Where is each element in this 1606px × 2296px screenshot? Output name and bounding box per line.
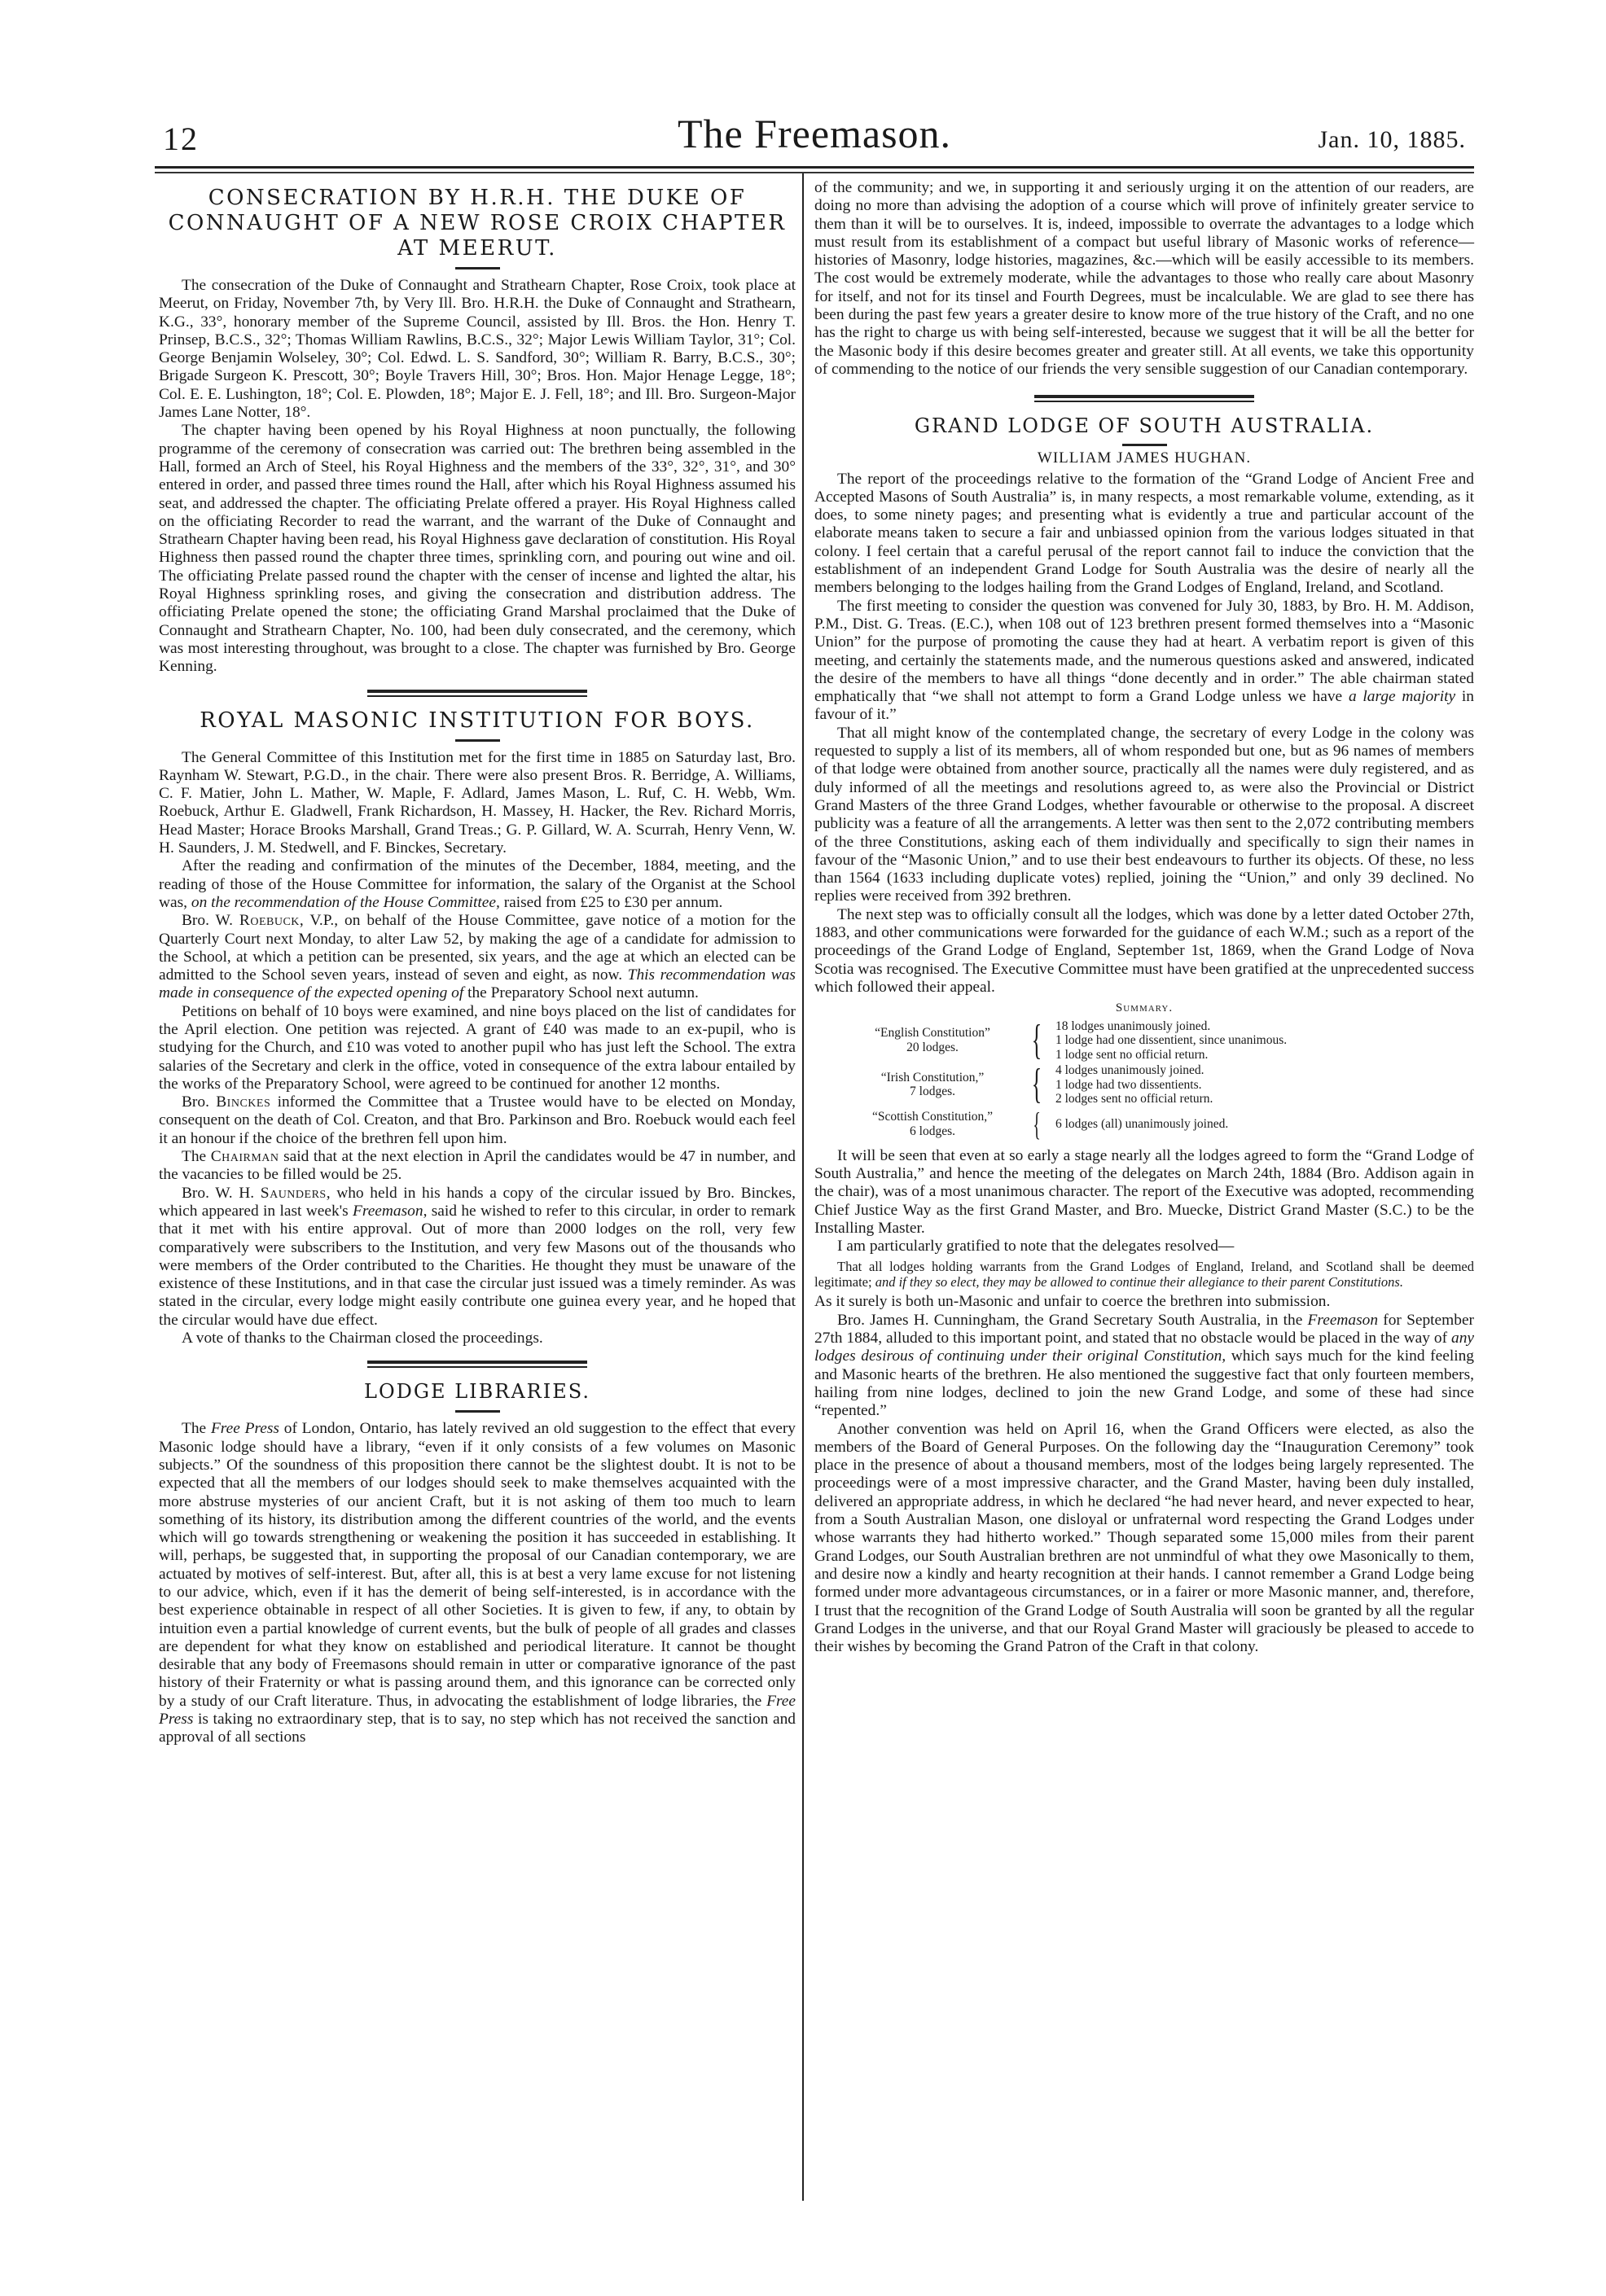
section-divider [367, 690, 587, 697]
headline-rule [1122, 444, 1167, 446]
article-headline: LODGE LIBRARIES. [364, 1380, 590, 1404]
article-paragraph: The first meeting to consider the question was convened for July 30, 1883, by Bro. H. M. Addison, P.M., Dist. G. Treas. (E.C.), when 108 out of 123 brethren present formed themselves into a “Masonic Union” for the purpose of promoting the cause they had at heart. A verbatim report is given of this meeting, and certainly the statements made, and the numerous questions asked and answered, indicated the desire of the members to have all things “done decently and in order.” The able chairman stated emphatically that “we shall not attempt to form a Grand Lodge unless we have a large majority in favour of it.” [814, 597, 1474, 724]
right-column [814, 179, 1474, 1656]
article-paragraph: Petitions on behalf of 10 boys were examined, and nine boys placed on the list of candidates for the April election. One petition was rejected. A grant of £40 was made to an ex-pupil, who is studying for the Church, and £10 was voted to another pupil who has just left the School. The extra salaries of the Secretary and clerk in the office, voted in consequence of the extra labour entailed by the works of the Preparatory School, were agreed to be continued for another 12 months. [159, 1002, 796, 1093]
article-paragraph: The next step was to officially consult all the lodges, which was done by a letter dated October 27th, 1883, and other communications were forwarded for the guidance of each W.M.; such as a report of the proceedings of the Grand Lodge of England, September 1st, 1869, when the Grand Lodge of Nova Scotia was recognised. The Executive Committee must have been gratified at the unprecedented success which followed their appeal. [814, 905, 1474, 996]
article-headline: GRAND LODGE OF SOUTH AUSTRALIA. [914, 414, 1375, 438]
masthead [155, 110, 1474, 167]
article-paragraph: Another convention was held on April 16, when the Grand Officers were elected, as also the members of the Board of General Purposes. On the following day the “Inauguration Ceremony” took place in the presence of about a thousand members, most of the lodges being largely represented. The proceedings were of a most impressive character, and the Grand Master, having been duly installed, delivered an appropriate address, in which he declared “he had never heard, and never expected to hear, from a South Australian Mason, one disloyal or unfraternal word respecting the Grand Lodges under whose warrants they had hitherto worked.” Though separated some 15,000 miles from their parent Grand Lodges, our South Australian brethren are not unmindful of what they owe Masonically to them, and desire now a kindly and hearty recognition at their hands. I cannot remember a Grand Lodge being formed under more advantageous circumstances, or in a fairer or more Masonic manner, and, therefore, I trust that the recognition of the Grand Lodge of South Australia will soon be granted by all the regular Grand Lodges in the universe, and that our Royal Grand Master will graciously be pleased to accede to their wishes by becoming the Grand Patron of the Craft in that colony. [814, 1420, 1474, 1656]
brace-icon: { [1031, 1061, 1042, 1108]
lodge-count: 7 lodges. [910, 1084, 955, 1099]
article-headline: CONSECRATION BY H.R.H. THE DUKE OF CONNAUGHT OF A NEW ROSE CROIX CHAPTER AT MEERUT. [168, 186, 787, 261]
article-paragraph: Bro. James H. Cunningham, the Grand Secretary South Australia, in the Freemason for September 27th 1884, alluded to this important point, and stated that no obstacle would be placed in the way of any lodges desirous of continuing under their original Constitution, which says much for the kind feeling and Masonic hearts of the brethren. He also mentioned the suggestive fact that only fourteen members, hailing from nine lodges, declined to join the new Grand Lodge, and some of these had since “repented.” [814, 1311, 1475, 1420]
article-paragraph: After the reading and confirmation of the minutes of the December, 1884, meeting, and the reading of those of the House Committee for information, the salary of the Organist at the School was, on the recommendation of the House Committee, raised from £25 to £30 per annum. [159, 857, 796, 911]
summary-row-irish [814, 1063, 1474, 1106]
article-paragraph: The report of the proceedings relative to the formation of the “Grand Lodge of Ancient Free and Accepted Masons of South Australia” is, in many respects, a most remarkable volume, extending, as it does, to some ninety pages; and presenting what is evidently a true and particular account of the elaborate means taken to secure a fair and unbiassed opinion from the various lodges situated in that colony. I feel certain that a careful perusal of the report cannot fail to induce the conviction that the establishment of an independent Grand Lodge for South Australia was the desire of nearly all the members belonging to the lodges hailing from the Grand Lodges of England, Ireland, and Scotland. [814, 470, 1474, 597]
column-divider [802, 173, 804, 2201]
article-paragraph: I am particularly gratified to note that the delegates resolved— [837, 1238, 1235, 1255]
headline-rule [455, 1410, 500, 1413]
person-name: Binckes [216, 1093, 271, 1111]
masthead-rule-secondary [155, 172, 1474, 173]
section-divider [1034, 395, 1254, 402]
resolution-quote: That all lodges holding warrants from the Grand Lodges of England, Ireland, and Scotland shall be deemed legitimate; and if they so elect, they may be allowed to continue their allegiance to their parent Constitutions. [814, 1259, 1474, 1290]
article-paragraph: As it surely is both un-Masonic and unfair to coerce the brethren into submission. [814, 1293, 1331, 1311]
summary-row-scottish [814, 1105, 1474, 1142]
article-grand-lodge-south-australia [814, 414, 1474, 1656]
article-paragraph: That all might know of the contemplated change, the secretary of every Lodge in the colony was requested to supply a list of its members, all of whom responded but one, but as 96 names of members of that lodge were obtained from another source, practically all the names were duly registered, and as duly informed of all the meetings and resolutions agreed to, as were also the Provincial or District Grand Masters of the three Grand Lodges, whether favourable or otherwise to the proposal. A discreet publicity was a feature of all the arrangements. A letter was then sent to the 2,072 contributing members of the three Constitutions, asking each of them individually and specifically to sign their names in favour of the “Masonic Union,” and to use their best endeavours to further its objects. Of these, no less than 1564 (1633 including duplicate votes) replied, joining the “Union,” and only 39 declined. No replies were received from 392 brethren. [814, 724, 1474, 905]
summary-table [814, 1001, 1474, 1141]
summary-item: 2 lodges sent no official return. [1055, 1092, 1213, 1106]
summary-item: 1 lodge sent no official return. [1055, 1047, 1209, 1062]
issue-date: Jan. 10, 1885. [1318, 126, 1466, 153]
article-paragraph: A vote of thanks to the Chairman closed the proceedings. [182, 1330, 543, 1347]
summary-item: 4 lodges unanimously joined. [1055, 1063, 1204, 1078]
page-number: 12 [163, 120, 199, 157]
article-consecration [159, 186, 796, 677]
constitution-label: “Scottish Constitution,” [871, 1110, 994, 1124]
constitution-label: “English Constitution” [875, 1026, 990, 1041]
article-headline: ROYAL MASONIC INSTITUTION FOR BOYS. [200, 708, 755, 733]
summary-item: 1 lodge had one dissentient, since unanimous. [1055, 1033, 1288, 1048]
brace-icon: { [1033, 1105, 1041, 1142]
article-paragraph: Bro. W. Roebuck, V.P., on behalf of the House Committee, gave notice of a motion for the Quarterly Court next Monday, to alter Law 52, by making the age of a candidate for admission to the School, at which a petition can be presented, six years, and the age at which an elected can be admitted to the School seven years, instead of seven and eight, as now. This recommendation was made in consequence of the expected opening of the Preparatory School next autumn. [159, 912, 796, 1002]
article-paragraph: Bro. Binckes informed the Committee that a Trustee would have to be elected on Monday, consequent on the death of Col. Creaton, and that Bro. Parkinson and Bro. Roebuck would each feel it an honour if the choice of the brethren fell upon him. [159, 1093, 796, 1147]
person-name: Chairman [210, 1148, 279, 1166]
article-paragraph: It will be seen that even at so early a stage nearly all the lodges agreed to form the “Grand Lodge of South Australia,” and hence the meeting of the delegates on March 24th, 1884 (Bro. Addison again in the chair), was of a most unanimous character. The report of the Executive was adopted, recommending Chief Justice Way as the first Grand Master, and Bro. Muecke, District Grand Master (S.C.) to be the Installing Master. [814, 1146, 1474, 1237]
article-lodge-libraries [159, 1379, 796, 1746]
newspaper-title: The Freemason. [677, 111, 952, 156]
lodge-count: 6 lodges. [910, 1124, 955, 1138]
article-paragraph: The Chairman said that at the next election in April the candidates would be 47 in number, and the vacancies to be filled would be 25. [159, 1148, 796, 1184]
article-boys-institution [159, 708, 796, 1348]
lodge-count: 20 lodges. [906, 1040, 959, 1054]
summary-item: 18 lodges unanimously joined. [1055, 1019, 1211, 1033]
person-name: Roebuck [239, 912, 300, 930]
article-paragraph: The consecration of the Duke of Connaught and Strathearn Chapter, Rose Croix, took place at Meerut, on Friday, November 7th, by Very Ill. Bro. H.R.H. the Duke of Connaught and Strathearn, K.G., 33°, honorary member of the Supreme Council, assisted by Ill. Bros. the Hon. Henry T. Prinsep, B.C.S., 32°; Thomas William Rawlins, B.C.S., 32°; Major Lewis William Taylor, 31°; Col. George Benjamin Wolseley, 30°; Col. Edwd. L. S. Sandford, 30°; William R. Barry, B.C.S., 30°; Brigade Surgeon K. Prescott, 30°; Boyle Travers Hill, 30°; Bros. Hon. Major Henage Legge, 18°; Col. E. E. Lushington, 18°; Col. E. Plowden, 18°; Major E. J. Fell, 18°; and Ill. Bro. Surgeon-Major James Lane Notter, 18°. [159, 277, 796, 422]
headline-rule [455, 267, 500, 269]
summary-item: 1 lodge had two dissentients. [1055, 1077, 1202, 1092]
article-lodge-libraries-continued [814, 179, 1474, 379]
summary-item: 6 lodges (all) unanimously joined. [1055, 1116, 1229, 1131]
article-paragraph: of the community; and we, in supporting it and seriously urging it on the attention of our readers, are doing no more than advising the adoption of a course which will prove of infinitely greater service to them than it will be to ourselves. It is, indeed, impossible to overrate the advantages to a lodge which must result from its establishment of a compact but useful library of Masonic works of reference—histories of Masonry, lodge histories, magazines, &c.—which will be easily accessible to its members. The cost would be extremely moderate, while the advantages to those who really care about Masonry for itself, and not for its tinsel and Fourth Degrees, must be incalculable. We are glad to see there has been during the past few years a greater desire to know more of the true history of the Craft, and no one has the right to charge us with being self-interested, because we suggest that it will be all the better for the Masonic body if this desire becomes greater and greater still. At all events, we take this opportunity of commending to the notice of our friends the very sensible suggestion of our Canadian contemporary. [814, 179, 1474, 378]
article-paragraph: The chapter having been opened by his Royal Highness at noon punctually, the following programme of the ceremony of consecration was carried out: The brethren being assembled in the Hall, formed an Arch of Steel, his Royal Highness and the members of the 33°, 32°, 31°, and 30° entered in order, and passed three times round the Hall, after which his Royal Highness assumed his seat, and addressed the chapter. The officiating Prelate offered a prayer. His Royal Highness called on the officiating Recorder to read the warrant, and the warrant of the Duke of Connaught and Strathearn Chapter having been read, his Royal Highness gave declaration of constitution. His Royal Highness then passed round the chapter three times, sprinkling corn, and pouring out wine and oil. The officiating Prelate passed round the chapter with the censer of incense and lighted the altar, his Royal Highness sprinkling roses, and giving the consecration and distribution address. The officiating Prelate opened the stone; the officiating Grand Marshal proclaimed that the Duke of Connaught and Strathearn Chapter, No. 100, had been duly consecrated, and the ceremony, which was most interesting throughout, was brought to a close. The chapter was furnished by Bro. George Kenning. [159, 422, 796, 676]
section-divider [367, 1361, 587, 1368]
byline: WILLIAM JAMES HUGHAN. [1037, 449, 1252, 467]
person-name: Saunders [260, 1184, 327, 1202]
headline-rule [455, 739, 500, 742]
article-paragraph: Bro. W. H. Saunders, who held in his hands a copy of the circular issued by Bro. Binckes, which appeared in last week's Freemason, said he wished to refer to this circular, in order to remark that it met with his entire approval. Out of more than 2000 lodges on the roll, very few comparatively were subscribers to the Institution, and very few Masons out of the thousands who were members of the Order contributed to the Charities. He thought they must be unaware of the existence of these Institutions, and in that case the circular just issued was a timely reminder. As was stated in the circular, every lodge might easily contribute one guinea every year, and he hoped that the circular would have due effect. [159, 1184, 796, 1329]
summary-title: Summary. [1115, 1001, 1174, 1015]
article-paragraph: The General Committee of this Institution met for the first time in 1885 on Saturday last, Bro. Raynham W. Stewart, P.G.D., in the chair. There were also present Bros. R. Berridge, A. Williams, C. F. Matier, John L. Mather, W. Maple, F. Adlard, James Mason, L. Ruf, C. H. Webb, Wm. Roebuck, Arthur E. Gladwell, Frank Richardson, H. Massey, H. Hacker, the Rev. Richard Morris, Head Master; Horace Brooks Marshall, Grand Treas.; G. P. Gillard, W. A. Scurrah, Henry Venn, W. H. Saunders, J. M. Stedwell, and F. Binckes, Secretary. [159, 748, 796, 857]
summary-row-english [814, 1016, 1474, 1063]
constitution-label: “Irish Constitution,” [880, 1070, 985, 1084]
left-column [159, 179, 796, 1747]
brace-icon: { [1031, 1016, 1042, 1063]
masthead-rule [155, 166, 1474, 169]
article-paragraph: The Free Press of London, Ontario, has lately revived an old suggestion to the effect that every Masonic lodge should have a library, “even if it only consists of a few volumes on Masonic subjects.” Of the soundness of this proposition there cannot be the slightest doubt. It is not to be expected that all the members of our lodges should seek to make themselves acquainted with the more abstruse mysteries of our ancient Craft, but it is not asking of them too much to learn something of its history, its distribution among the different countries of the world, and the events which will go towards strengthening or weakening the position it has succeeded in establishing. It will, perhaps, be suggested that, in supporting the proposal of our Canadian contemporary, we are actuated by motives of self-interest. But, after all, this is at best a very lame excuse for not listening to our advice, which, even if it has the demerit of being self-interested, is in accordance with the best experience obtainable in respect of all other Societies. It is given to few, if any, to obtain by intuition even a partial knowledge of current events, but the bulk of people of all grades and classes are dependent for what they know on established and periodical literature. It cannot be thought desirable that any body of Freemasons should remain in utter or comparative ignorance of the past history of their Fraternity or what is passing around them, and this ignorance can be corrected only by a study of our Craft literature. Thus, in advocating the establishment of lodge libraries, the Free Press is taking no extraordinary step, that is to say, no step which has not received the sanction and approval of all sections [159, 1420, 796, 1746]
